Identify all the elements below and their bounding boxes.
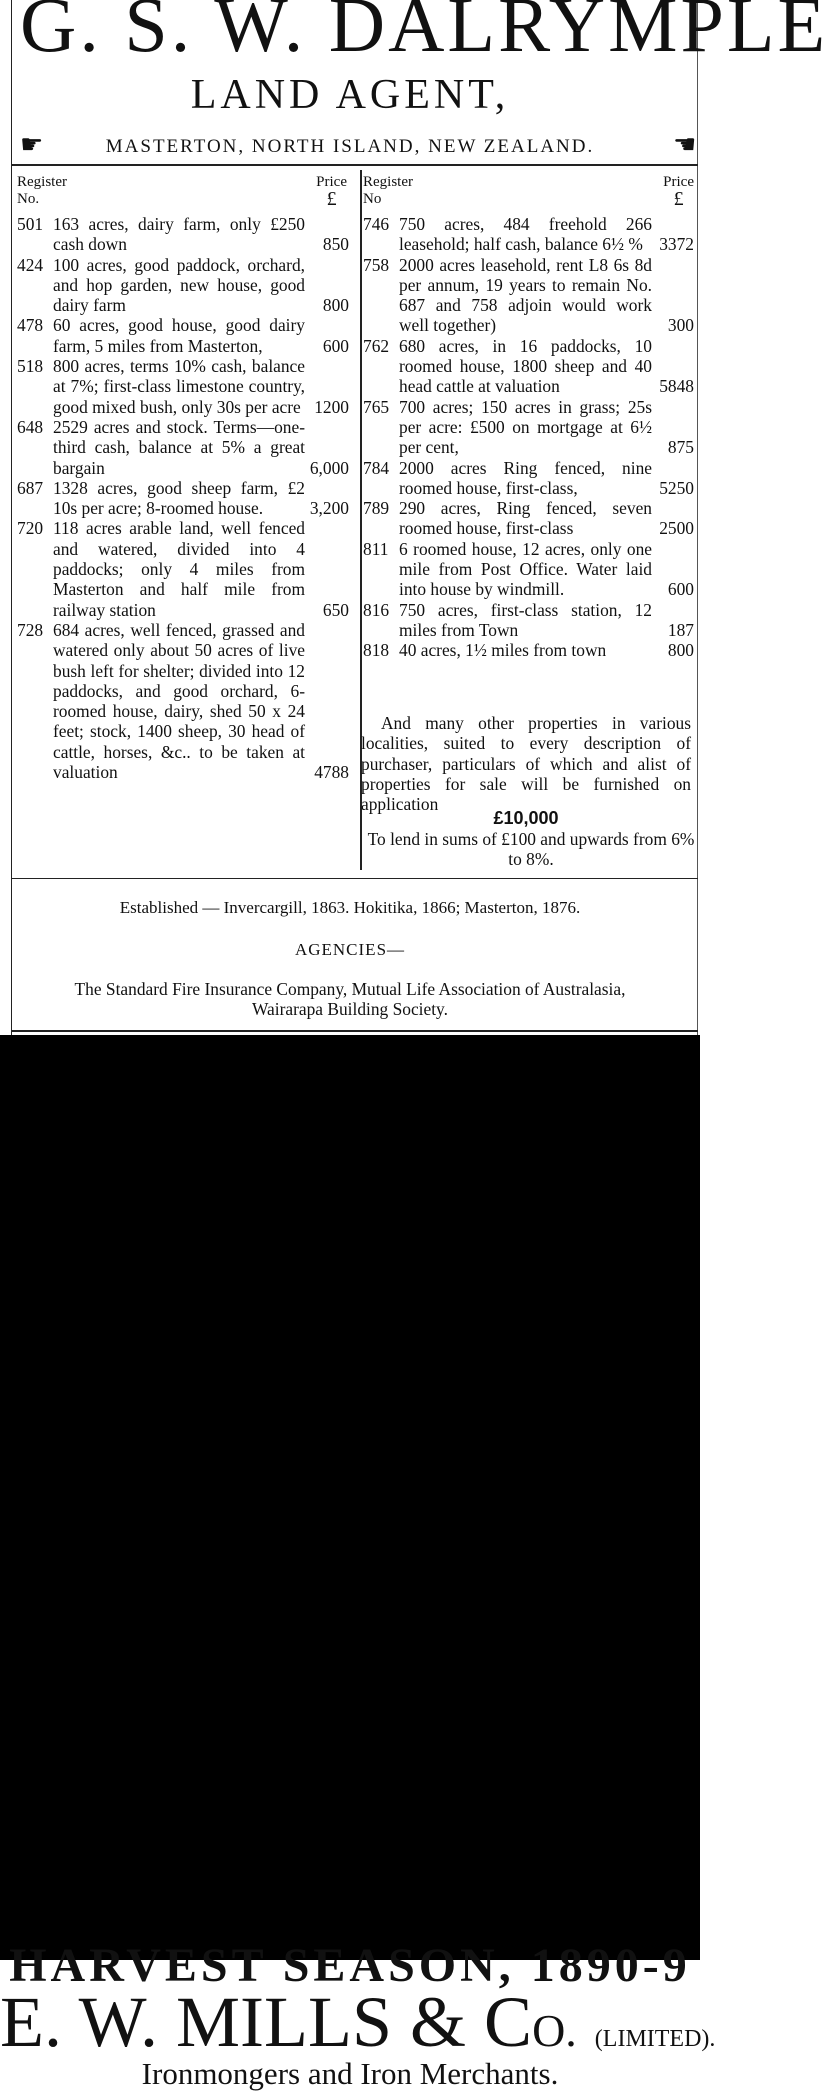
mills-trade-line: Ironmongers and Iron Merchants. (141, 2056, 559, 2091)
listing-price: 600 (667, 579, 694, 600)
left-listings (17, 214, 353, 782)
listing-price: 6,000 (309, 457, 349, 478)
register-number: 762 (363, 335, 390, 356)
listing-price: 2500 (659, 518, 694, 539)
listing-description: 1328 acres, good sheep farm, £2 10s per acre; 8-roomed house. (53, 477, 305, 519)
listing-description: 750 acres, first-class station, 12 miles from Town (399, 599, 652, 640)
listing-item (17, 518, 353, 619)
mills-company-name (0, 1982, 716, 2062)
price-label: Price (316, 174, 347, 190)
listing-item (363, 498, 700, 539)
listing-description: 700 acres; 150 acres in grass; 25s per acre: £500 on mortgage at 6½ per cent, (399, 396, 652, 458)
listing-description: 118 acres arable land, well fenced and watered, divided into 4 paddocks; only 4 miles from Masterton and half mile from railway station (53, 518, 305, 620)
listing-price: 850 (322, 234, 349, 255)
listing-item (363, 397, 700, 458)
listings-left-column (17, 174, 353, 782)
register-label: Register (363, 174, 413, 190)
register-number: 811 (363, 538, 389, 559)
listing-description: 163 acres, dairy farm, only £250 cash down (53, 214, 305, 255)
listing-description: 2000 acres leasehold, rent L8 6s 8d per annum, 19 years to remain No. 687 and 758 adjoin would work well together) (399, 254, 652, 336)
register-number: 765 (363, 396, 390, 417)
listing-item (17, 478, 353, 519)
listings-right-column (363, 174, 700, 661)
listing-item (363, 336, 700, 397)
listing-item (17, 255, 353, 316)
listing-description: 684 acres, well fenced, grassed and watered only about 50 acres of live bush left for shelter; divided into 12 paddocks, and good orchard, 6-roomed house, dairy, shed 50 x 24 feet; stock, 1400 sheep, 30 head of cattle, horses, &c.. to be taken at valuation (53, 619, 305, 783)
listing-description: 680 acres, in 16 paddocks, 10 roomed house, 1800 sheep and 40 head cattle at valuation (399, 335, 652, 397)
register-label: Register (17, 174, 67, 190)
listing-price: 800 (667, 640, 694, 661)
listing-item (17, 417, 353, 478)
listing-description: 290 acres, Ring fenced, seven roomed house, first-class (399, 498, 652, 539)
listing-price: 600 (322, 335, 349, 356)
listing-description: 800 acres, terms 10% cash, balance at 7%; first-class limestone country, good mixed bush, only 30s per acre (53, 356, 305, 417)
register-number: 746 (363, 214, 390, 234)
agencies-heading: AGENCIES— (294, 940, 406, 959)
listing-description: 2000 acres Ring fenced, nine roomed house, first-class, (399, 457, 652, 498)
listing-item (363, 600, 700, 641)
register-number: 648 (17, 416, 44, 437)
register-number: 728 (17, 619, 44, 640)
currency-label: £ (673, 188, 684, 210)
listing-price: 3372 (659, 234, 694, 255)
listing-description: 60 acres, good house, good dairy farm, 5 miles from Masterton, (53, 315, 305, 356)
listing-price: 5848 (659, 376, 694, 397)
listing-item (363, 214, 700, 255)
register-number: 784 (363, 457, 390, 478)
currency-label: £ (326, 188, 337, 210)
number-label: No. (17, 191, 40, 207)
listing-price: 187 (667, 619, 694, 640)
footer-rule (11, 878, 698, 879)
listing-description: 100 acres, good paddock, orchard, and hop garden, new house, good dairy farm (53, 254, 305, 316)
loan-terms: To lend in sums of £100 and upwards from 6% to 8%. (367, 829, 695, 870)
listing-price: 4788 (314, 762, 349, 783)
listing-price: 800 (322, 295, 349, 316)
listing-item (17, 356, 353, 417)
register-number: 818 (363, 640, 390, 661)
number-label: No (363, 191, 382, 207)
listing-item (17, 620, 353, 782)
bottom-rule (11, 1030, 698, 1032)
listing-item (17, 214, 353, 255)
established-line: Established — Invercargill, 1863. Hokitika, 1866; Masterton, 1876. (119, 898, 581, 917)
listing-price: 650 (322, 599, 349, 620)
listing-price: 5250 (659, 477, 694, 498)
column-header (17, 174, 353, 214)
loan-amount: £10,000 (493, 808, 559, 828)
advert-location: MASTERTON, NORTH ISLAND, NEW ZEALAND. (105, 136, 595, 157)
header-rule (11, 164, 698, 166)
right-listings (363, 214, 700, 661)
redacted-region (0, 1035, 700, 1960)
pointing-hand-icon: ☛ (20, 130, 44, 159)
listing-price: 1200 (314, 396, 349, 417)
register-number: 424 (17, 254, 44, 275)
company-name-o: O. (532, 2005, 577, 2056)
register-number: 478 (17, 315, 44, 336)
register-number: 501 (17, 214, 44, 234)
listing-description: 750 acres, 484 freehold 266 leasehold; half cash, balance 6½ % (399, 214, 652, 255)
pointing-hand-icon: ☛ (672, 130, 696, 159)
dalrymple-advertisement (0, 0, 828, 1035)
listing-item (17, 315, 353, 356)
register-number: 720 (17, 518, 44, 539)
advert-subtitle: LAND AGENT, (190, 72, 510, 118)
register-number: 518 (17, 356, 44, 377)
price-label: Price (663, 174, 694, 190)
listing-price: 300 (667, 315, 694, 336)
harvest-season-heading: HARVEST SEASON, 1890-9 (9, 1939, 691, 1992)
register-number: 687 (17, 477, 44, 498)
listing-item (363, 255, 700, 336)
advert-title: G. S. W. DALRYMPLE (20, 0, 828, 68)
agencies-list: The Standard Fire Insurance Company, Mutual Life Association of Australasia, Wairarapa Building Society. (74, 979, 626, 1019)
column-header (363, 174, 700, 214)
listing-item (363, 458, 700, 499)
listing-item (363, 640, 700, 660)
register-number: 789 (363, 498, 390, 519)
more-properties-note: And many other properties in various localities, suited to every description of purchaser, particulars of which and alist of properties for sale will be furnished on application (361, 713, 691, 815)
listing-price: 875 (667, 437, 694, 458)
listing-price: 3,200 (309, 498, 349, 519)
listing-description: 6 roomed house, 12 acres, only one mile from Post Office. Water laid into house by windmill. (399, 538, 652, 600)
listing-item (363, 539, 700, 600)
limited-label: (LIMITED). (594, 2026, 716, 2052)
listing-description: 40 acres, 1½ miles from town (399, 640, 607, 661)
register-number: 758 (363, 254, 390, 275)
company-name-main: E. W. MILLS & C (0, 1982, 533, 2062)
register-number: 816 (363, 599, 390, 620)
mills-advertisement (0, 1939, 716, 2091)
listing-description: 2529 acres and stock. Terms—one-third cash, balance at 5% a great bargain (53, 416, 305, 478)
